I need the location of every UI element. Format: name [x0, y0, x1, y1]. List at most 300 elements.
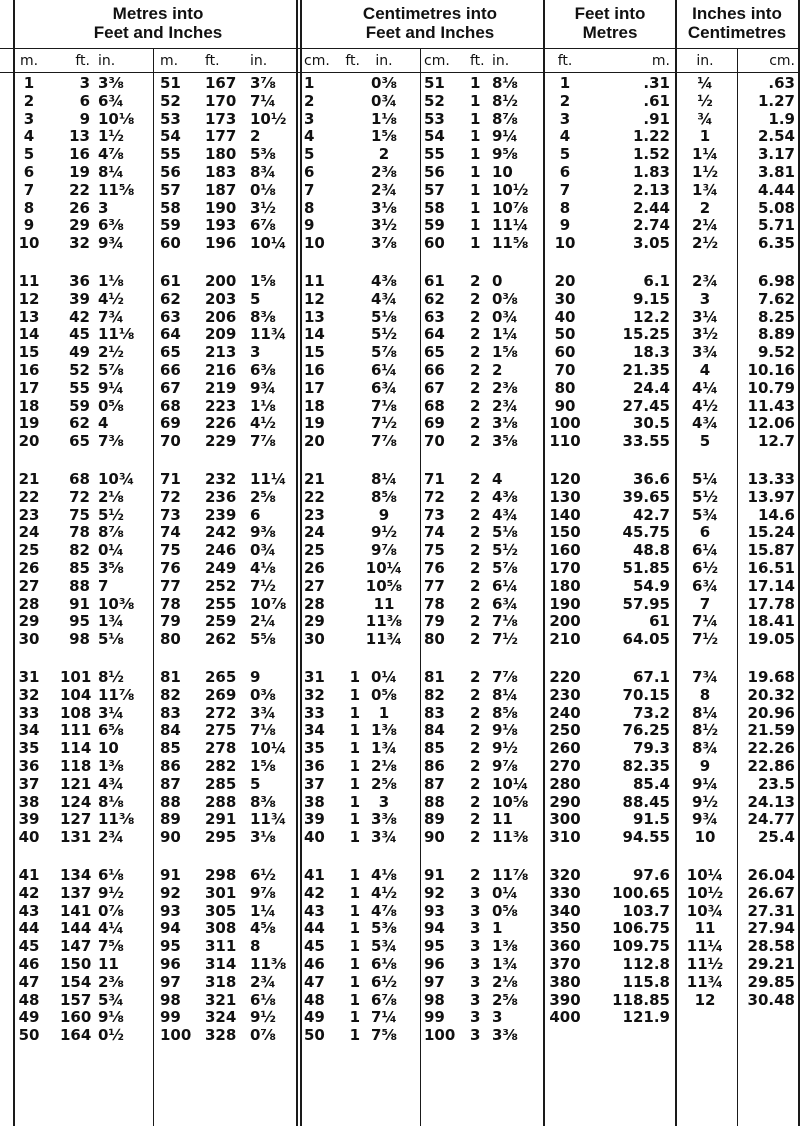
table-cell: 15.24 — [747, 523, 795, 542]
table-cell: 3.17 — [757, 145, 795, 164]
table-cell: 3⅜ — [492, 1026, 518, 1045]
table-cell: 25 — [304, 541, 325, 560]
table-cell: 180 — [205, 145, 237, 164]
table-cell: 6½ — [692, 559, 718, 577]
table-cell: 127 — [60, 810, 92, 829]
table-cell: 28.58 — [747, 937, 795, 956]
table-cell: 104 — [60, 685, 92, 704]
table-cell: 92 — [160, 883, 181, 902]
table-cell: 0⅛ — [250, 180, 276, 199]
table-cell: 1 — [304, 74, 315, 92]
table-cell: 10 — [694, 828, 716, 847]
table-cell: 120 — [549, 470, 581, 488]
table-cell: 55 — [160, 145, 181, 164]
table-row — [0, 722, 800, 739]
table-row — [0, 380, 800, 397]
table-cell: 6⅛ — [98, 866, 124, 884]
table-cell: 88 — [69, 576, 90, 595]
table-cell: 21.35 — [622, 361, 670, 379]
table-cell: 47 — [18, 972, 40, 991]
table-cell: 78 — [424, 594, 445, 613]
table-cell: 242 — [205, 523, 237, 542]
table-cell: 4⅛ — [250, 559, 276, 577]
table-cell: 3¾ — [692, 343, 718, 362]
table-cell: 3½ — [692, 325, 718, 344]
table-cell: 7⅞ — [371, 432, 397, 451]
table-cell: 4⅜ — [492, 487, 518, 506]
table-cell: 34 — [18, 721, 40, 740]
table-cell: 79 — [424, 612, 445, 631]
table-cell: 2 — [470, 343, 481, 362]
table-cell: 3 — [304, 109, 315, 128]
table-cell: 24.4 — [632, 378, 670, 397]
table-cell: 216 — [205, 361, 237, 379]
table-cell: 7½ — [492, 630, 518, 649]
table-cell: 19.68 — [747, 668, 795, 686]
table-cell: 11¼ — [250, 470, 287, 488]
table-cell: 1 — [470, 145, 481, 164]
table-row — [0, 326, 800, 343]
column-header: ft. — [345, 53, 360, 69]
table-cell: 2¾ — [492, 396, 518, 415]
table-cell: 57 — [160, 180, 181, 199]
table-cell: 2 — [470, 487, 481, 506]
table-cell: 7 — [98, 576, 109, 595]
table-cell: 11⅝ — [98, 180, 135, 199]
table-cell: 8¼ — [98, 163, 124, 181]
table-cell: 41 — [18, 866, 40, 884]
table-cell: 82 — [69, 541, 90, 560]
table-cell: 92 — [424, 883, 445, 902]
table-cell: 9¼ — [98, 378, 124, 397]
table-row — [0, 415, 800, 432]
table-cell: 67 — [160, 378, 181, 397]
table-cell: 2 — [470, 703, 481, 722]
table-cell: 220 — [549, 668, 581, 686]
table-cell: 36.6 — [632, 470, 670, 488]
table-cell: 11¾ — [250, 810, 287, 829]
table-cell: 74 — [424, 523, 445, 542]
table-cell: 3⅞ — [250, 74, 276, 92]
table-cell: 8 — [699, 685, 711, 704]
table-cell: 2 — [470, 739, 481, 758]
table-cell: 35 — [18, 739, 40, 758]
table-cell: 106.75 — [612, 919, 670, 938]
table-cell: 68 — [69, 470, 90, 488]
table-cell: 5¾ — [692, 505, 718, 524]
table-cell: 203 — [205, 289, 237, 308]
table-cell: 1⅜ — [98, 757, 124, 775]
table-cell: 10½ — [492, 180, 529, 199]
table-cell: 16 — [69, 145, 90, 164]
table-cell: 2 — [23, 91, 35, 110]
table-cell: 114 — [60, 739, 92, 758]
table-cell: 22 — [18, 487, 40, 506]
table-cell: 72 — [160, 487, 181, 506]
table-cell: 255 — [205, 594, 237, 613]
table-cell: 6⅜ — [250, 361, 276, 379]
table-cell: 9⅛ — [98, 1008, 124, 1027]
table-row — [0, 938, 800, 955]
table-cell: 3⅝ — [98, 559, 124, 577]
table-cell: 5⅞ — [492, 559, 518, 577]
table-row — [0, 687, 800, 704]
table-cell: 2¾ — [371, 180, 397, 199]
table-cell: 12.7 — [757, 432, 795, 451]
table-cell: 6⅞ — [250, 216, 276, 235]
table-cell: 5⅞ — [98, 361, 124, 379]
table-cell: 10⅛ — [98, 109, 135, 128]
table-row — [0, 992, 800, 1009]
table-cell: 101 — [60, 668, 92, 686]
table-cell: 305 — [205, 901, 237, 920]
table-row — [0, 291, 800, 308]
table-cell: 24.77 — [747, 810, 795, 829]
table-row — [0, 471, 800, 488]
table-cell: 37 — [304, 774, 325, 793]
table-cell: 67.1 — [632, 668, 670, 686]
table-cell: 232 — [205, 470, 237, 488]
column-header: ft. — [75, 53, 90, 69]
table-cell: 206 — [205, 307, 237, 326]
table-cell: 12 — [304, 289, 325, 308]
table-cell: 27 — [18, 576, 40, 595]
table-cell: 96 — [160, 955, 181, 973]
table-cell: 0⅜ — [492, 289, 518, 308]
table-cell: 1⅝ — [250, 272, 276, 290]
table-cell: 160 — [60, 1008, 92, 1027]
table-cell: 1 — [470, 216, 481, 235]
table-cell: 11 — [373, 594, 395, 613]
table-cell: 187 — [205, 180, 237, 199]
table-cell: 12.2 — [632, 307, 670, 326]
table-cell: 167 — [205, 74, 237, 92]
table-cell: 7⅛ — [250, 721, 276, 740]
table-cell: 41 — [304, 866, 325, 884]
table-cell: .91 — [643, 109, 670, 128]
table-cell: 2.74 — [632, 216, 670, 235]
table-row — [0, 542, 800, 559]
table-cell: 14 — [304, 325, 325, 344]
table-cell: 52 — [69, 361, 90, 379]
table-cell: 68 — [160, 396, 181, 415]
table-cell: 13.33 — [747, 470, 795, 488]
table-cell: 259 — [205, 612, 237, 631]
table-cell: 95 — [424, 937, 445, 956]
table-row — [0, 344, 800, 361]
table-cell: 2 — [559, 91, 571, 110]
table-cell: 280 — [549, 774, 581, 793]
table-cell: 6⅜ — [98, 216, 124, 235]
table-cell: 8⅛ — [98, 792, 124, 811]
table-cell: 45.75 — [622, 523, 670, 542]
column-header: in. — [98, 53, 116, 69]
table-cell: 6.1 — [643, 272, 670, 290]
table-cell: 11¾ — [250, 325, 287, 344]
table-cell: 7½ — [250, 576, 276, 595]
table-cell: 7½ — [371, 414, 397, 433]
table-row — [0, 669, 800, 686]
table-cell: 85 — [69, 559, 90, 577]
table-cell: 3.05 — [632, 234, 670, 253]
table-cell: 10⅞ — [492, 198, 529, 217]
table-cell: 54 — [424, 127, 445, 146]
table-cell: 111 — [60, 721, 92, 740]
table-cell: 15.87 — [747, 541, 795, 560]
table-cell: 5½ — [371, 325, 397, 344]
table-cell: 98 — [160, 990, 181, 1009]
table-cell: 6.98 — [757, 272, 795, 290]
table-cell: 121.9 — [622, 1008, 670, 1027]
table-cell: 79 — [160, 612, 181, 631]
table-row — [0, 164, 800, 181]
table-cell: 147 — [60, 937, 92, 956]
table-cell: 0½ — [98, 1026, 124, 1045]
table-cell: 10.79 — [747, 378, 795, 397]
table-cell: 5⅛ — [371, 307, 397, 326]
table-cell: 4.44 — [757, 180, 795, 199]
table-cell: 6 — [250, 505, 261, 524]
table-cell: 2⅛ — [492, 972, 518, 991]
table-cell: 4 — [304, 127, 315, 146]
table-cell: 19 — [69, 163, 90, 181]
table-cell: 314 — [205, 955, 237, 973]
table-cell: 9⅞ — [250, 883, 276, 902]
table-row — [0, 631, 800, 648]
table-cell: 11⅜ — [250, 955, 287, 973]
table-cell: 3 — [559, 109, 571, 128]
table-cell: 9⅜ — [250, 523, 276, 542]
table-cell: 4½ — [98, 289, 124, 308]
column-header: in. — [696, 53, 714, 69]
table-cell: 7⅝ — [98, 937, 124, 956]
table-cell: 62 — [424, 289, 445, 308]
table-cell: 2 — [470, 289, 481, 308]
table-cell: 3 — [470, 919, 481, 938]
table-cell: 5¾ — [371, 937, 397, 956]
table-cell: 5 — [250, 289, 261, 308]
table-cell: 10¼ — [492, 774, 529, 793]
table-cell: 223 — [205, 396, 237, 415]
table-cell: 94.55 — [622, 828, 670, 847]
table-cell: 1.22 — [632, 127, 670, 146]
table-cell: 6¼ — [692, 541, 718, 560]
table-cell: 37 — [18, 774, 40, 793]
table-cell: 8½ — [98, 668, 124, 686]
table-cell: 88 — [424, 792, 445, 811]
table-cell: 76 — [160, 559, 181, 577]
column-header: m. — [160, 53, 179, 69]
table-row — [0, 885, 800, 902]
table-cell: 81 — [160, 668, 181, 686]
table-cell: .63 — [768, 74, 795, 92]
table-cell: 89 — [424, 810, 445, 829]
table-cell: 9½ — [692, 792, 718, 811]
table-row — [0, 829, 800, 846]
table-cell: 11⅞ — [98, 685, 135, 704]
table-cell: 51 — [160, 74, 181, 92]
table-cell: 2.44 — [632, 198, 670, 217]
table-cell: 108 — [60, 703, 92, 722]
table-cell: 5½ — [98, 505, 124, 524]
table-cell: 100.65 — [612, 883, 670, 902]
table-cell: 100 — [160, 1026, 192, 1045]
table-row — [0, 489, 800, 506]
table-cell: 1¼ — [492, 325, 518, 344]
table-cell: 97.6 — [632, 866, 670, 884]
table-cell: 71 — [424, 470, 445, 488]
table-cell: 10.16 — [747, 361, 795, 379]
table-cell: 2⅜ — [98, 972, 124, 991]
table-cell: 5⅝ — [250, 630, 276, 649]
table-cell: 27.31 — [747, 901, 795, 920]
table-cell: 1.52 — [632, 145, 670, 164]
table-cell: 45 — [69, 325, 90, 344]
table-row — [0, 524, 800, 541]
table-cell: 97 — [424, 972, 445, 991]
table-cell: 20 — [304, 432, 325, 451]
table-cell: 69 — [160, 414, 181, 433]
table-cell: 318 — [205, 972, 237, 991]
table-cell: 50 — [554, 325, 576, 344]
table-cell: 2 — [470, 325, 481, 344]
table-row — [0, 705, 800, 722]
table-cell: 2 — [470, 828, 481, 847]
table-cell: 78 — [160, 594, 181, 613]
table-cell: 1 — [349, 774, 360, 793]
table-cell: 6 — [559, 163, 571, 181]
table-cell: 77 — [160, 576, 181, 595]
column-header: m. — [19, 53, 39, 69]
table-cell: 26.04 — [747, 866, 795, 884]
table-cell: 7⅜ — [98, 432, 124, 451]
table-cell: 93 — [160, 901, 181, 920]
table-cell: 5 — [559, 145, 571, 164]
table-cell: 80 — [554, 378, 576, 397]
table-cell: 73 — [424, 505, 445, 524]
table-cell: 10⅞ — [250, 594, 287, 613]
table-cell: 5.08 — [757, 198, 795, 217]
table-cell: 49 — [18, 1008, 40, 1027]
table-cell: 2 — [492, 361, 503, 379]
table-cell: 2⅛ — [98, 487, 124, 506]
table-cell: 75 — [424, 541, 445, 560]
table-cell: 180 — [549, 576, 581, 595]
table-cell: 56 — [160, 163, 181, 181]
table-cell: 20.96 — [747, 703, 795, 722]
table-row — [0, 578, 800, 595]
column-header: ft. — [205, 53, 220, 69]
table-cell: 321 — [205, 990, 237, 1009]
table-cell: 30.48 — [747, 990, 795, 1009]
header-inches-into-cm: Inches into Centimetres — [687, 4, 787, 42]
table-cell: 11 — [694, 919, 716, 938]
table-cell: 8 — [23, 198, 35, 217]
table-cell: 4⅞ — [371, 901, 397, 920]
table-cell: 63 — [424, 307, 445, 326]
table-cell: 193 — [205, 216, 237, 235]
table-cell: 33 — [18, 703, 40, 722]
table-cell: 65 — [160, 343, 181, 362]
table-cell: .61 — [643, 91, 670, 110]
table-cell: 76.25 — [622, 721, 670, 740]
table-cell: 77 — [424, 576, 445, 595]
table-cell: 10¼ — [250, 739, 287, 758]
table-row — [0, 398, 800, 415]
table-cell: 78 — [69, 523, 90, 542]
table-cell: 54.9 — [632, 576, 670, 595]
table-cell: 6¼ — [492, 576, 518, 595]
table-cell: 9⅝ — [492, 145, 518, 164]
table-cell: 57.95 — [622, 594, 670, 613]
table-cell: 2 — [470, 307, 481, 326]
table-cell: 10⅝ — [492, 792, 529, 811]
table-cell: 1 — [349, 1008, 360, 1027]
table-cell: 7⅞ — [492, 668, 518, 686]
table-cell: 1⅜ — [371, 721, 397, 740]
table-cell: 1 — [470, 91, 481, 110]
table-cell: 4¾ — [98, 774, 124, 793]
table-cell: 229 — [205, 432, 237, 451]
table-cell: 6⅛ — [250, 990, 276, 1009]
table-cell: 71 — [160, 470, 181, 488]
table-cell: 26 — [304, 559, 325, 577]
table-cell: 2 — [470, 541, 481, 560]
table-cell: 2 — [470, 576, 481, 595]
table-cell: 209 — [205, 325, 237, 344]
table-cell: 88.45 — [622, 792, 670, 811]
column-header: cm. — [769, 53, 795, 69]
table-cell: 1 — [559, 74, 571, 92]
table-cell: 1 — [470, 127, 481, 146]
table-cell: 1 — [349, 919, 360, 938]
table-cell: 3½ — [371, 216, 397, 235]
table-cell: 1 — [349, 990, 360, 1009]
table-cell: 83 — [424, 703, 445, 722]
table-cell: 7.62 — [757, 289, 795, 308]
table-cell: 50 — [304, 1026, 325, 1045]
header-cm-into-feet: Centimetres into Feet and Inches — [362, 4, 498, 42]
table-cell: 2 — [699, 198, 711, 217]
table-cell: 6¾ — [98, 91, 124, 110]
table-cell: 1⅝ — [371, 127, 397, 146]
table-cell: 1 — [470, 74, 481, 92]
table-cell: 1 — [349, 810, 360, 829]
table-cell: 1⅜ — [492, 937, 518, 956]
table-cell: 9½ — [250, 1008, 276, 1027]
table-cell: 16.51 — [747, 559, 795, 577]
table-cell: 85 — [160, 739, 181, 758]
table-cell: 49 — [69, 343, 90, 362]
table-cell: 8½ — [492, 91, 518, 110]
table-cell: 290 — [549, 792, 581, 811]
table-cell: 1 — [470, 198, 481, 217]
table-cell: 100 — [549, 414, 581, 433]
table-cell: 96 — [424, 955, 445, 973]
table-cell: 59 — [424, 216, 445, 235]
table-cell: 51 — [424, 74, 445, 92]
table-cell: 9 — [304, 216, 315, 235]
table-cell: 8¾ — [692, 739, 718, 758]
table-cell: 6½ — [371, 972, 397, 991]
table-cell: 17.78 — [747, 594, 795, 613]
table-cell: 3⅜ — [98, 74, 124, 92]
table-cell: 10¼ — [250, 234, 287, 253]
table-cell: 3 — [492, 1008, 503, 1027]
table-cell: 190 — [549, 594, 581, 613]
table-cell: 81 — [424, 668, 445, 686]
table-cell: 1¾ — [492, 955, 518, 973]
